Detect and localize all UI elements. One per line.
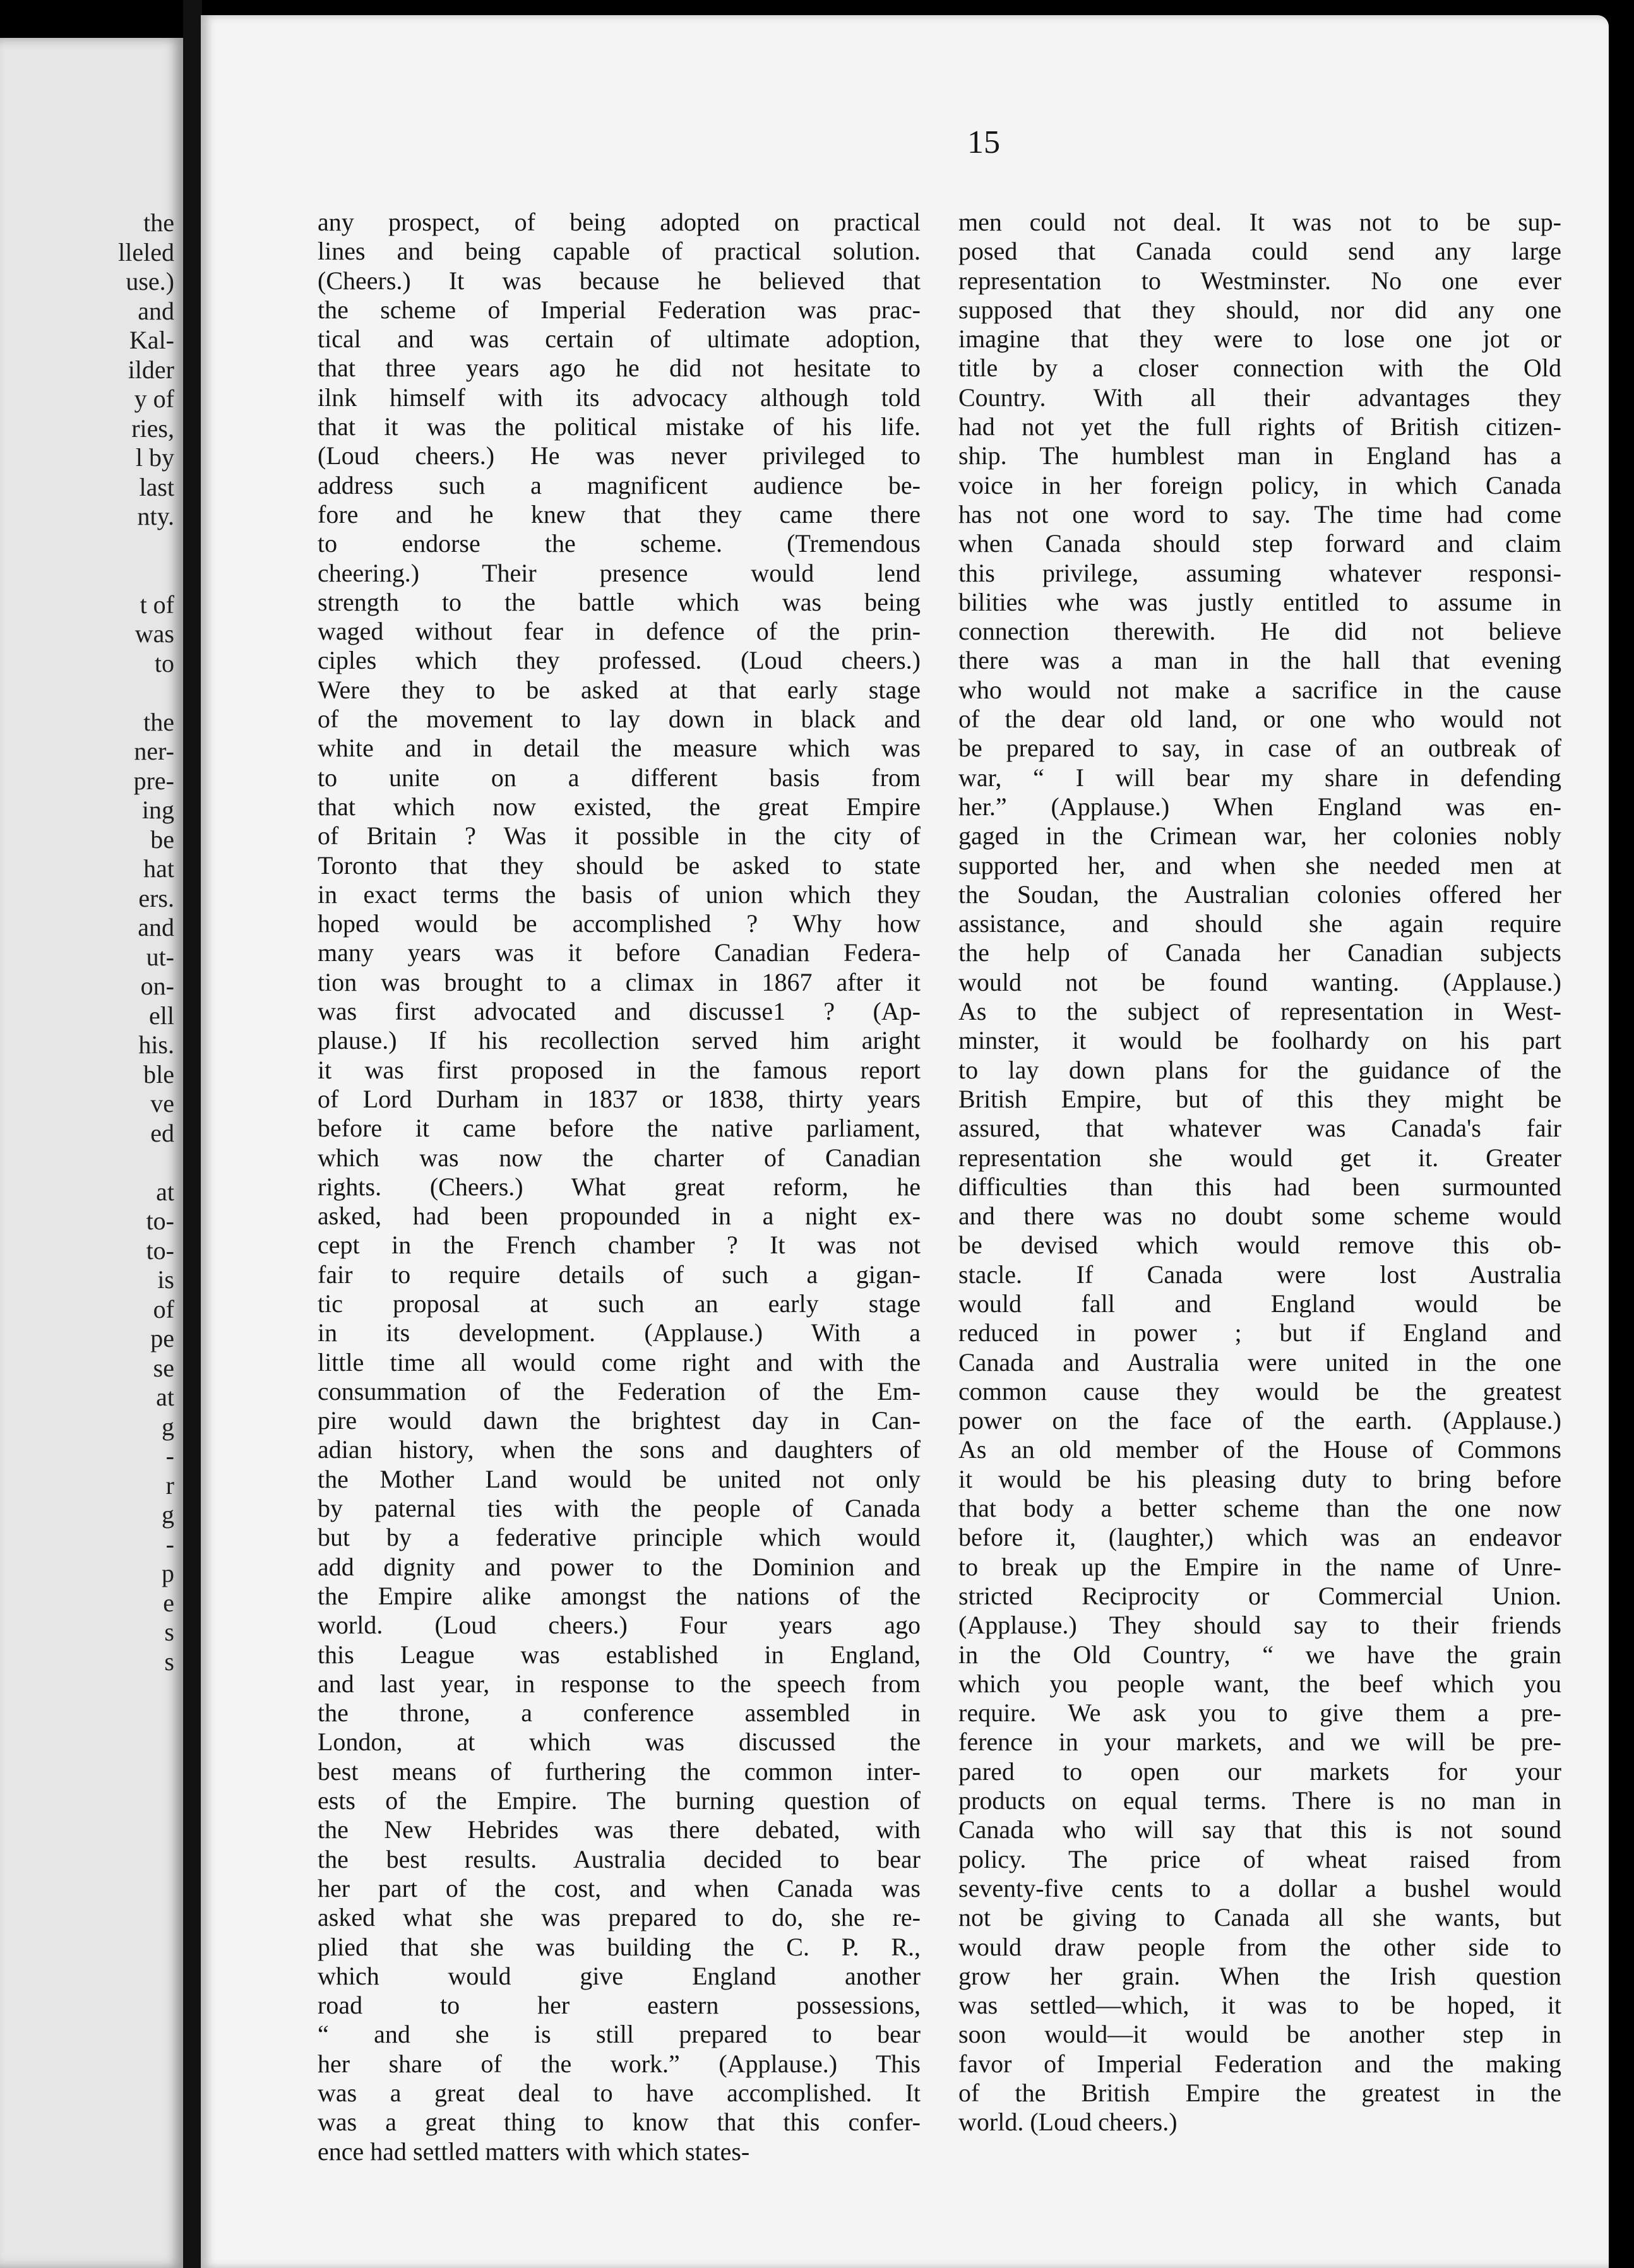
text-line: (Cheers.) It was because he believed that: [318, 266, 921, 295]
text-line: stricted Reciprocity or Commercial Union.: [958, 1581, 1561, 1610]
text-line: before it, (laughter,) which was an endeavor: [958, 1523, 1561, 1552]
text-line: in its development. (Applause.) With a: [318, 1318, 921, 1347]
text-line: cheering.) Their presence would lend: [318, 558, 921, 587]
facing-page-fragment: pe: [150, 1324, 174, 1352]
text-line: her share of the work.” (Applause.) This: [318, 2049, 921, 2078]
facing-page-fragment: -: [165, 1441, 174, 1470]
text-line: to lay down plans for the guidance of the: [958, 1055, 1561, 1084]
text-line: favor of Imperial Federation and the making: [958, 2049, 1561, 2078]
facing-page-fragment: [86, 532, 174, 561]
text-line: in exact terms the basis of union which they: [318, 880, 921, 909]
text-line: white and in detail the measure which was: [318, 734, 921, 763]
text-line: fore and he knew that they came there: [318, 499, 921, 528]
text-line: representation to Westminster. No one ever: [958, 266, 1561, 295]
text-line: (Applause.) They should say to their friends: [958, 1611, 1561, 1640]
text-line: tical and was certain of ultimate adoption,: [318, 325, 921, 354]
text-line: representation she would get it. Greater: [958, 1143, 1561, 1172]
text-line: supposed that they should, nor did any one: [958, 295, 1561, 324]
text-line: cept in the French chamber ? It was not: [318, 1231, 921, 1260]
text-line: hoped would be accomplished ? Why how: [318, 909, 921, 938]
text-line: waged without fear in defence of the prin-: [318, 617, 921, 646]
text-line: asked, had been propounded in a night ex-: [318, 1202, 921, 1231]
facing-page-fragment: ble: [143, 1059, 174, 1089]
text-line: not be giving to Canada all she wants, but: [958, 1903, 1561, 1932]
text-line: require. We ask you to give them a pre-: [958, 1698, 1561, 1728]
text-line: would fall and England would be: [958, 1289, 1561, 1318]
text-line: soon would—it would be another step in: [958, 2020, 1561, 2049]
text-line: of Britain ? Was it possible in the city of: [318, 821, 921, 850]
text-line: was a great deal to have accomplished. It: [318, 2079, 921, 2107]
facing-page-fragment: ut-: [146, 942, 174, 971]
text-line: the Soudan, the Australian colonies offered her: [958, 880, 1561, 909]
text-line: was settled—which, it was to be hoped, it: [958, 1991, 1561, 2020]
text-line: Were they to be asked at that early stage: [318, 675, 921, 704]
text-line: in the Old Country, “ we have the grain: [958, 1640, 1561, 1669]
text-line: which would give England another: [318, 1961, 921, 1990]
text-line: supported her, and when she needed men at: [958, 850, 1561, 880]
text-line: adian history, when the sons and daughters of: [318, 1435, 921, 1464]
facing-page-fragment: to-: [146, 1207, 174, 1235]
text-line: men could not deal. It was not to be sup-: [958, 208, 1561, 236]
facing-page-fragment: on-: [140, 972, 174, 1000]
text-line: has not one word to say. The time had come: [958, 499, 1561, 528]
text-line: the Empire alike amongst the nations of the: [318, 1581, 921, 1610]
text-line: her.” (Applause.) When England was en-: [958, 792, 1561, 821]
facing-page-fragment: and: [138, 296, 174, 325]
facing-page-fragment: [86, 1148, 174, 1178]
text-line: to break up the Empire in the name of Unre-: [958, 1552, 1561, 1581]
text-line: difficulties than this had been surmounted: [958, 1172, 1561, 1201]
text-line: rights. (Cheers.) What great reform, he: [318, 1172, 921, 1201]
text-line: power on the face of the earth. (Applause.): [958, 1406, 1561, 1435]
text-line: road to her eastern possessions,: [318, 1991, 921, 2020]
facing-page-fragment: l by: [135, 443, 174, 472]
text-line: to unite on a different basis from: [318, 763, 921, 792]
text-line: ilnk himself with its advocacy although told: [318, 383, 921, 412]
text-line: there was a man in the hall that evening: [958, 646, 1561, 675]
text-line: (Loud cheers.) He was never privileged to: [318, 441, 921, 470]
text-line: when Canada should step forward and claim: [958, 529, 1561, 558]
text-line: ence had settled matters with which states-: [318, 2137, 750, 2166]
text-line: title by a closer connection with the Old: [958, 354, 1561, 383]
text-line: minster, it would be foolhardy on his part: [958, 1026, 1561, 1055]
text-line: ference in your markets, and we will be pre-: [958, 1728, 1561, 1757]
text-line: voice in her foreign policy, in which Canada: [958, 470, 1561, 499]
facing-page-fragment: be: [150, 825, 174, 854]
text-line: lines and being capable of practical solution.: [318, 237, 921, 266]
text-line: which was now the charter of Canadian: [318, 1143, 921, 1172]
facing-page-fragment: -: [165, 1529, 174, 1558]
text-line: London, at which was discussed the: [318, 1728, 921, 1757]
facing-page-fragment: [86, 678, 174, 708]
text-line: the help of Canada her Canadian subjects: [958, 938, 1561, 967]
text-line: As an old member of the House of Commons: [958, 1435, 1561, 1464]
facing-page-fragment: ers.: [138, 883, 174, 912]
text-line: and last year, in response to the speech from: [318, 1669, 921, 1698]
facing-page-fragment: of: [153, 1294, 174, 1323]
text-line: of the movement to lay down in black and: [318, 705, 921, 734]
text-line: policy. The price of wheat raised from: [958, 1844, 1561, 1873]
text-line: had not yet the full rights of British citizen-: [958, 412, 1561, 441]
facing-page-fragment: [86, 561, 174, 590]
text-line: plause.) If his recollection served him aright: [318, 1026, 921, 1055]
document-page: [201, 15, 1609, 2268]
text-line: Toronto that they should be asked to state: [318, 850, 921, 880]
text-line: the throne, a conference assembled in: [318, 1698, 921, 1728]
facing-page-fragment: ing: [141, 796, 174, 824]
facing-page-fragment: g: [162, 1500, 174, 1529]
facing-page-fragment: Kal-: [129, 326, 174, 354]
text-line: of Lord Durham in 1837 or 1838, thirty years: [318, 1084, 921, 1113]
text-line: ciples which they professed. (Loud cheers.): [318, 646, 921, 675]
text-line: the best results. Australia decided to bear: [318, 1844, 921, 1873]
facing-page-fragment: pre-: [133, 766, 174, 795]
text-line: by paternal ties with the people of Canada: [318, 1494, 921, 1523]
text-line: posed that Canada could send any large: [958, 237, 1561, 266]
text-line: that it was the political mistake of his life.: [318, 412, 921, 441]
text-line: pared to open our markets for your: [958, 1757, 1561, 1786]
page-gutter: [183, 0, 202, 2268]
text-line: add dignity and power to the Dominion and: [318, 1552, 921, 1581]
text-line: would draw people from the other side to: [958, 1932, 1561, 1961]
facing-page-fragment: at: [156, 1383, 174, 1411]
facing-page-fragment: hat: [143, 854, 174, 883]
text-line: Canada and Australia were united in the one: [958, 1347, 1561, 1376]
text-line: the Mother Land would be united not only: [318, 1464, 921, 1493]
facing-page-fragment: use.): [126, 267, 174, 295]
text-line: As to the subject of representation in West-: [958, 997, 1561, 1026]
text-line: tic proposal at such an early stage: [318, 1289, 921, 1318]
text-line: it would be his pleasing duty to bring before: [958, 1464, 1561, 1493]
facing-page-fragment: ed: [150, 1118, 174, 1147]
text-line: “ and she is still prepared to bear: [318, 2020, 921, 2049]
facing-page-fragment: his.: [138, 1030, 174, 1059]
facing-page-text: [86, 208, 174, 1676]
facing-page-fragment: to-: [146, 1236, 174, 1265]
text-line: asked what she was prepared to do, she re-: [318, 1903, 921, 1932]
text-line: and there was no doubt some scheme would: [958, 1202, 1561, 1231]
facing-page-fragment: to: [154, 648, 174, 677]
text-line: the scheme of Imperial Federation was prac-: [318, 295, 921, 324]
text-line: this League was established in England,: [318, 1640, 921, 1669]
text-line: imagine that they were to lose one jot or: [958, 325, 1561, 354]
text-line: of the British Empire the greatest in the: [958, 2079, 1561, 2107]
facing-page-fragment: r: [165, 1471, 174, 1500]
facing-page-fragment: is: [157, 1265, 174, 1294]
text-line: which you people want, the beef which you: [958, 1669, 1561, 1698]
facing-page-fragment: was: [134, 619, 174, 648]
text-line: best means of furthering the common inter-: [318, 1757, 921, 1786]
text-line: seventy-five cents to a dollar a bushel would: [958, 1873, 1561, 1902]
facing-page-fragment: ries,: [131, 414, 174, 443]
facing-page-fragment: ner-: [134, 737, 174, 765]
facing-page-fragment: lleled: [118, 237, 174, 266]
text-line: be devised which would remove this ob-: [958, 1231, 1561, 1260]
text-line: gaged in the Crimean war, her colonies nobly: [958, 821, 1561, 850]
text-line: assistance, and should she again require: [958, 909, 1561, 938]
text-line: of the dear old land, or one who would not: [958, 705, 1561, 734]
text-line: world. (Loud cheers.): [958, 2108, 1178, 2137]
text-line: tion was brought to a climax in 1867 after it: [318, 967, 921, 996]
text-line: was a great thing to know that this confer-: [318, 2108, 921, 2137]
text-line: plied that she was building the C. P. R.,: [318, 1932, 921, 1961]
text-line: Canada who will say that this is not sound: [958, 1815, 1561, 1844]
text-line: consummation of the Federation of the Em-: [318, 1376, 921, 1406]
text-line: this privilege, assuming whatever responsi-: [958, 558, 1561, 587]
text-line: that body a better scheme than the one now: [958, 1494, 1561, 1523]
text-line: Country. With all their advantages they: [958, 383, 1561, 412]
text-line: pire would dawn the brightest day in Can-: [318, 1406, 921, 1435]
text-line: bilities whe was justly entitled to assume in: [958, 587, 1561, 616]
text-column-left: [318, 208, 921, 2166]
text-line: that which now existed, the great Empire: [318, 792, 921, 821]
facing-page-fragment: y of: [134, 385, 174, 413]
facing-page-fragment: the: [143, 208, 174, 237]
text-line: little time all would come right and with the: [318, 1347, 921, 1376]
text-line: be prepared to say, in case of an outbreak of: [958, 734, 1561, 763]
text-line: war, “ I will bear my share in defending: [958, 763, 1561, 792]
facing-page-fragment: g: [162, 1412, 174, 1441]
text-line: was first advocated and discusse1 ? (Ap-: [318, 997, 921, 1026]
text-line: any prospect, of being adopted on practical: [318, 208, 921, 236]
facing-page-fragment: ell: [149, 1001, 174, 1030]
text-line: but by a federative principle which would: [318, 1523, 921, 1552]
facing-page-fragment: s: [164, 1647, 174, 1676]
facing-page-fragment: s: [164, 1618, 174, 1646]
facing-page-fragment: p: [162, 1559, 174, 1587]
facing-page-fragment: se: [153, 1353, 174, 1382]
text-line: strength to the battle which was being: [318, 587, 921, 616]
text-line: world. (Loud cheers.) Four years ago: [318, 1611, 921, 1640]
text-line: her part of the cost, and when Canada was: [318, 1873, 921, 1902]
text-line: reduced in power ; but if England and: [958, 1318, 1561, 1347]
facing-page-fragment: ilder: [128, 355, 174, 384]
text-line: ests of the Empire. The burning question of: [318, 1786, 921, 1815]
facing-page-fragment: at: [156, 1177, 174, 1206]
text-column-right: [958, 208, 1561, 2137]
facing-page-fragment: e: [163, 1588, 174, 1617]
text-line: grow her grain. When the Irish question: [958, 1961, 1561, 1990]
text-line: the New Hebrides was there debated, with: [318, 1815, 921, 1844]
text-line: would not be found wanting. (Applause.): [958, 967, 1561, 996]
facing-page-fragment: last: [139, 472, 174, 501]
facing-page-fragment: the: [143, 707, 174, 736]
text-line: ship. The humblest man in England has a: [958, 441, 1561, 470]
page-number: 15: [967, 124, 1000, 160]
facing-page: [0, 38, 183, 2268]
facing-page-fragment: nty.: [137, 502, 174, 530]
facing-page-fragment: t of: [140, 590, 174, 619]
text-line: it was first proposed in the famous report: [318, 1055, 921, 1084]
text-line: many years was it before Canadian Federa-: [318, 938, 921, 967]
text-line: stacle. If Canada were lost Australia: [958, 1260, 1561, 1289]
text-line: products on equal terms. There is no man in: [958, 1786, 1561, 1815]
text-line: connection therewith. He did not believe: [958, 617, 1561, 646]
text-line: assured, that whatever was Canada's fair: [958, 1114, 1561, 1143]
facing-page-fragment: and: [138, 913, 174, 941]
text-line: address such a magnificent audience be-: [318, 470, 921, 499]
text-line: before it came before the native parliament,: [318, 1114, 921, 1143]
text-line: common cause they would be the greatest: [958, 1376, 1561, 1406]
text-line: fair to require details of such a gigan-: [318, 1260, 921, 1289]
text-line: to endorse the scheme. (Tremendous: [318, 529, 921, 558]
text-line: British Empire, but of this they might be: [958, 1084, 1561, 1113]
text-line: that three years ago he did not hesitate to: [318, 354, 921, 383]
text-line: who would not make a sacrifice in the cause: [958, 675, 1561, 704]
facing-page-fragment: ve: [150, 1089, 174, 1118]
